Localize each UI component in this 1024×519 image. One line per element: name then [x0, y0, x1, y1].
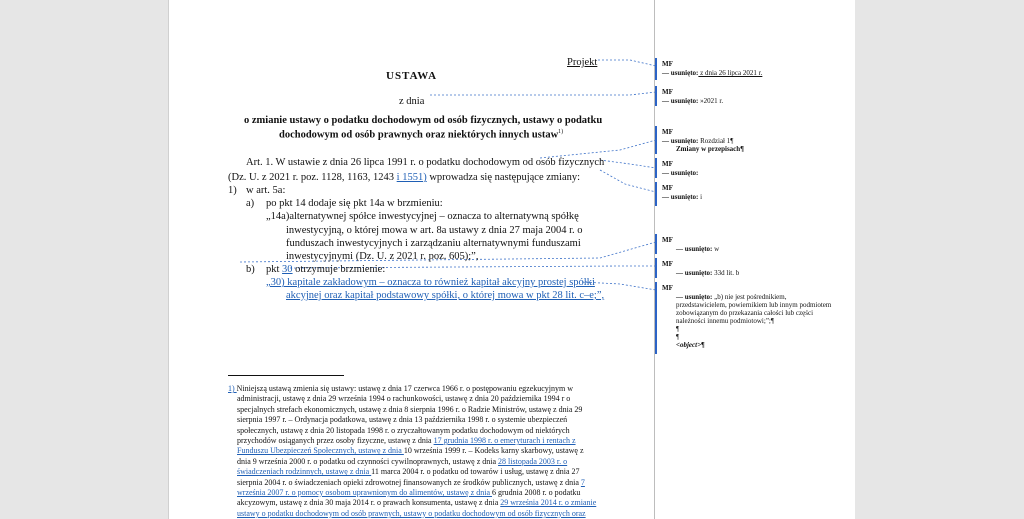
point-b-text: pkt 30 otrzymuje brzmienie:: [266, 264, 386, 275]
point-b-quote-2: akcyjnej oraz kapitał podstawowy spółki, o której mowa w pkt 28 lit. c–e;”,: [286, 290, 605, 301]
footnote-text: administracji, ustawę z dnia 29 września 1994 o rachunkowości, ustawę z dnia 20 października 1994 r o: [237, 394, 571, 404]
comment-deleted-text-more: ¶: [676, 333, 680, 341]
comment-deleted-text[interactable]: — usunięto: „b) nie jest pośrednikiem,: [676, 293, 787, 301]
comment-margin: [654, 0, 855, 519]
change-bar: [655, 86, 657, 106]
comment-author: MF: [662, 160, 673, 168]
footnote-line: [228, 467, 600, 477]
footnote-line: [228, 415, 600, 425]
footnote-link[interactable]: 29 września 2014 r. o zmianie: [500, 498, 597, 508]
comment-deleted-text[interactable]: — usunięto: w: [676, 245, 720, 253]
comment-deleted-text-2: Zmiany w przepisach¶: [676, 145, 744, 153]
footnote-link[interactable]: 7: [580, 477, 585, 487]
footnote: [228, 384, 600, 519]
change-bar: [655, 282, 657, 354]
footnote-text: 6 grudnia 2008 r. o podatku: [492, 488, 581, 498]
point-1-number: 1): [228, 185, 237, 196]
comment-author: MF: [662, 60, 673, 68]
point-b-number: b): [246, 264, 255, 275]
footnote-text: 11 marca 2004 r. o podatku od towarów i usług, ustawę z dnia 27: [371, 467, 580, 477]
change-bar: [655, 58, 657, 80]
projekt-label: Projekt: [567, 57, 598, 68]
point-a-text: po pkt 14 dodaje się pkt 14a w brzmieniu:: [266, 198, 443, 209]
footnote-text: specjalnych strefach ekonomicznych, ustawę z dnia 8 sierpnia 1996 r. o Radzie Ministrów, ustawę z dnia 29: [237, 404, 583, 414]
change-bar: [655, 182, 657, 206]
footnote-line: [228, 509, 600, 519]
art1-link[interactable]: i 1551): [396, 172, 427, 183]
point-a-quote-2: inwestycyjną, o której mowa w art. 8a ustawy z dnia 27 maja 2004 r. o: [286, 225, 583, 236]
comment-deleted-text[interactable]: — usunięto: Rozdział 1¶: [662, 137, 734, 145]
comment-author: MF: [662, 128, 673, 136]
footnote-link[interactable]: świadczeniach rodzinnych, ustawę z dnia: [237, 467, 372, 477]
page-title: USTAWA: [386, 70, 438, 82]
comment-author: MF: [662, 88, 673, 96]
footnote-line: [228, 498, 600, 508]
point-a-quote-4: inwestycyjnymi (Dz. U. z 2021 r. poz. 605);”,: [286, 251, 479, 262]
comment-deleted-text[interactable]: — usunięto: z dnia 26 lipca 2021 r.: [662, 69, 763, 77]
footnote-line: [228, 488, 600, 498]
footnote-text: 10 września 1999 r. – Kodeks karny skarbowy, ustawę z: [403, 446, 584, 456]
footnote-text: dnia 9 września 2000 r. o podatku od czynności cywilnoprawnych, ustawę z dnia: [237, 456, 499, 466]
change-bar: [655, 234, 657, 254]
art1-line-2: (Dz. U. z 2021 r. poz. 1128, 1163, 1243 i 1551) wprowadza się następujące zmiany:: [228, 172, 581, 183]
change-bar: [655, 126, 657, 154]
comment-author: MF: [662, 260, 673, 268]
change-bar: [655, 258, 657, 278]
date-line: z dnia: [399, 96, 425, 107]
comment-deleted-text[interactable]: — usunięto: i: [662, 193, 703, 201]
footnote-line: [228, 446, 600, 456]
point-a-quote-3: funduszach inwestycyjnych i zarządzaniu alternatywnymi funduszami: [286, 238, 581, 249]
footnote-text: społecznych, ustawę z dnia 20 listopada 1998 r. o zryczałtowanym podatku dochodowym od niektórych: [237, 425, 570, 435]
comment-deleted-text[interactable]: — usunięto: 33d lit. b: [676, 269, 740, 277]
footnote-line: [228, 426, 600, 436]
footnote-link[interactable]: 28 listopada 2003 r. o: [498, 456, 568, 466]
comment-deleted-text[interactable]: — usunięto:: [662, 169, 699, 177]
footnote-line: [228, 457, 600, 467]
footnote-link[interactable]: 17 grudnia 1998 r. o emeryturach i rentach z: [433, 436, 576, 446]
footnote-text: Niniejszą ustawą zmienia się ustawy: ustawę z dnia 17 czerwca 1966 r. o postępowaniu egzekucyjnym w: [236, 384, 574, 393]
point-b-quote-1: „30) kapitale zakładowym – oznacza to również kapitał akcyjny prostej spółki: [266, 277, 595, 288]
change-bar: [655, 158, 657, 178]
comment-deleted-text-more: <object>¶: [676, 341, 705, 349]
point-b-link[interactable]: 30: [282, 264, 293, 275]
subtitle-line-1: o zmianie ustawy o podatku dochodowym od osób fizycznych, ustawy o podatku: [244, 115, 603, 126]
footnote-line: [228, 436, 600, 446]
footnote-link[interactable]: września 2007 r. o pomocy osobom uprawnionym do alimentów, ustawę z dnia: [237, 488, 492, 498]
footnote-line: [228, 384, 600, 394]
comment-deleted-text-more: należności innemu podmiotowi;”;¶: [676, 317, 775, 325]
footnote-text: sierpnia 1997 r. – Ordynacja podatkowa, ustawę z dnia 13 października 1998 r. o systemie ubezpieczeń: [237, 415, 568, 425]
subtitle-line-2: dochodowym od osób prawnych oraz niektórych innych ustaw$^{1)}$: [279, 129, 564, 141]
point-a-quote-1: „14a)alternatywnej spółce inwestycyjnej – oznacza to alternatywną spółkę: [266, 211, 579, 222]
footnote-text: przychodów osiąganych przez osoby fizyczne, ustawę z dnia: [237, 436, 434, 446]
footnote-link[interactable]: 1): [228, 384, 237, 393]
comment-author: MF: [662, 236, 673, 244]
footnote-line: [228, 478, 600, 488]
comment-deleted-text-more: ¶: [676, 325, 680, 333]
art1-line-1: Art. 1. W ustawie z dnia 26 lipca 1991 r. o podatku dochodowym od osób fizycznych: [246, 157, 605, 168]
footnote-line: [228, 394, 600, 404]
footnote-text: akcyzowym, ustawę z dnia 30 maja 2014 r. o prawach konsumenta, ustawę z dnia: [237, 498, 501, 508]
footnote-separator: [228, 375, 344, 376]
comment-author: MF: [662, 284, 673, 292]
footnote-text: sierpnia 2004 r. o świadczeniach opieki zdrowotnej finansowanych ze środków publicznych, ustawę z dnia: [237, 477, 581, 487]
subtitle-footnote-ref[interactable]: 1): [558, 129, 564, 135]
footnote-link[interactable]: Funduszu Ubezpieczeń Społecznych, ustawę z dnia: [237, 446, 404, 456]
comment-author: MF: [662, 184, 673, 192]
comment-deleted-text-more: zobowiązanym do przekazania całości lub części: [676, 309, 814, 317]
point-1-text: w art. 5a:: [246, 185, 286, 196]
point-a-number: a): [246, 198, 255, 209]
footnote-line: [228, 405, 600, 415]
comment-deleted-text[interactable]: — usunięto: »2021 r.: [662, 97, 724, 105]
comment-deleted-text-more: przedstawicielem, powiernikiem lub innym podmiotem: [676, 301, 832, 309]
footnote-link[interactable]: ustawy o podatku dochodowym od osób prawnych, ustawy o podatku dochodowym od osób fizycznych oraz: [237, 508, 586, 518]
